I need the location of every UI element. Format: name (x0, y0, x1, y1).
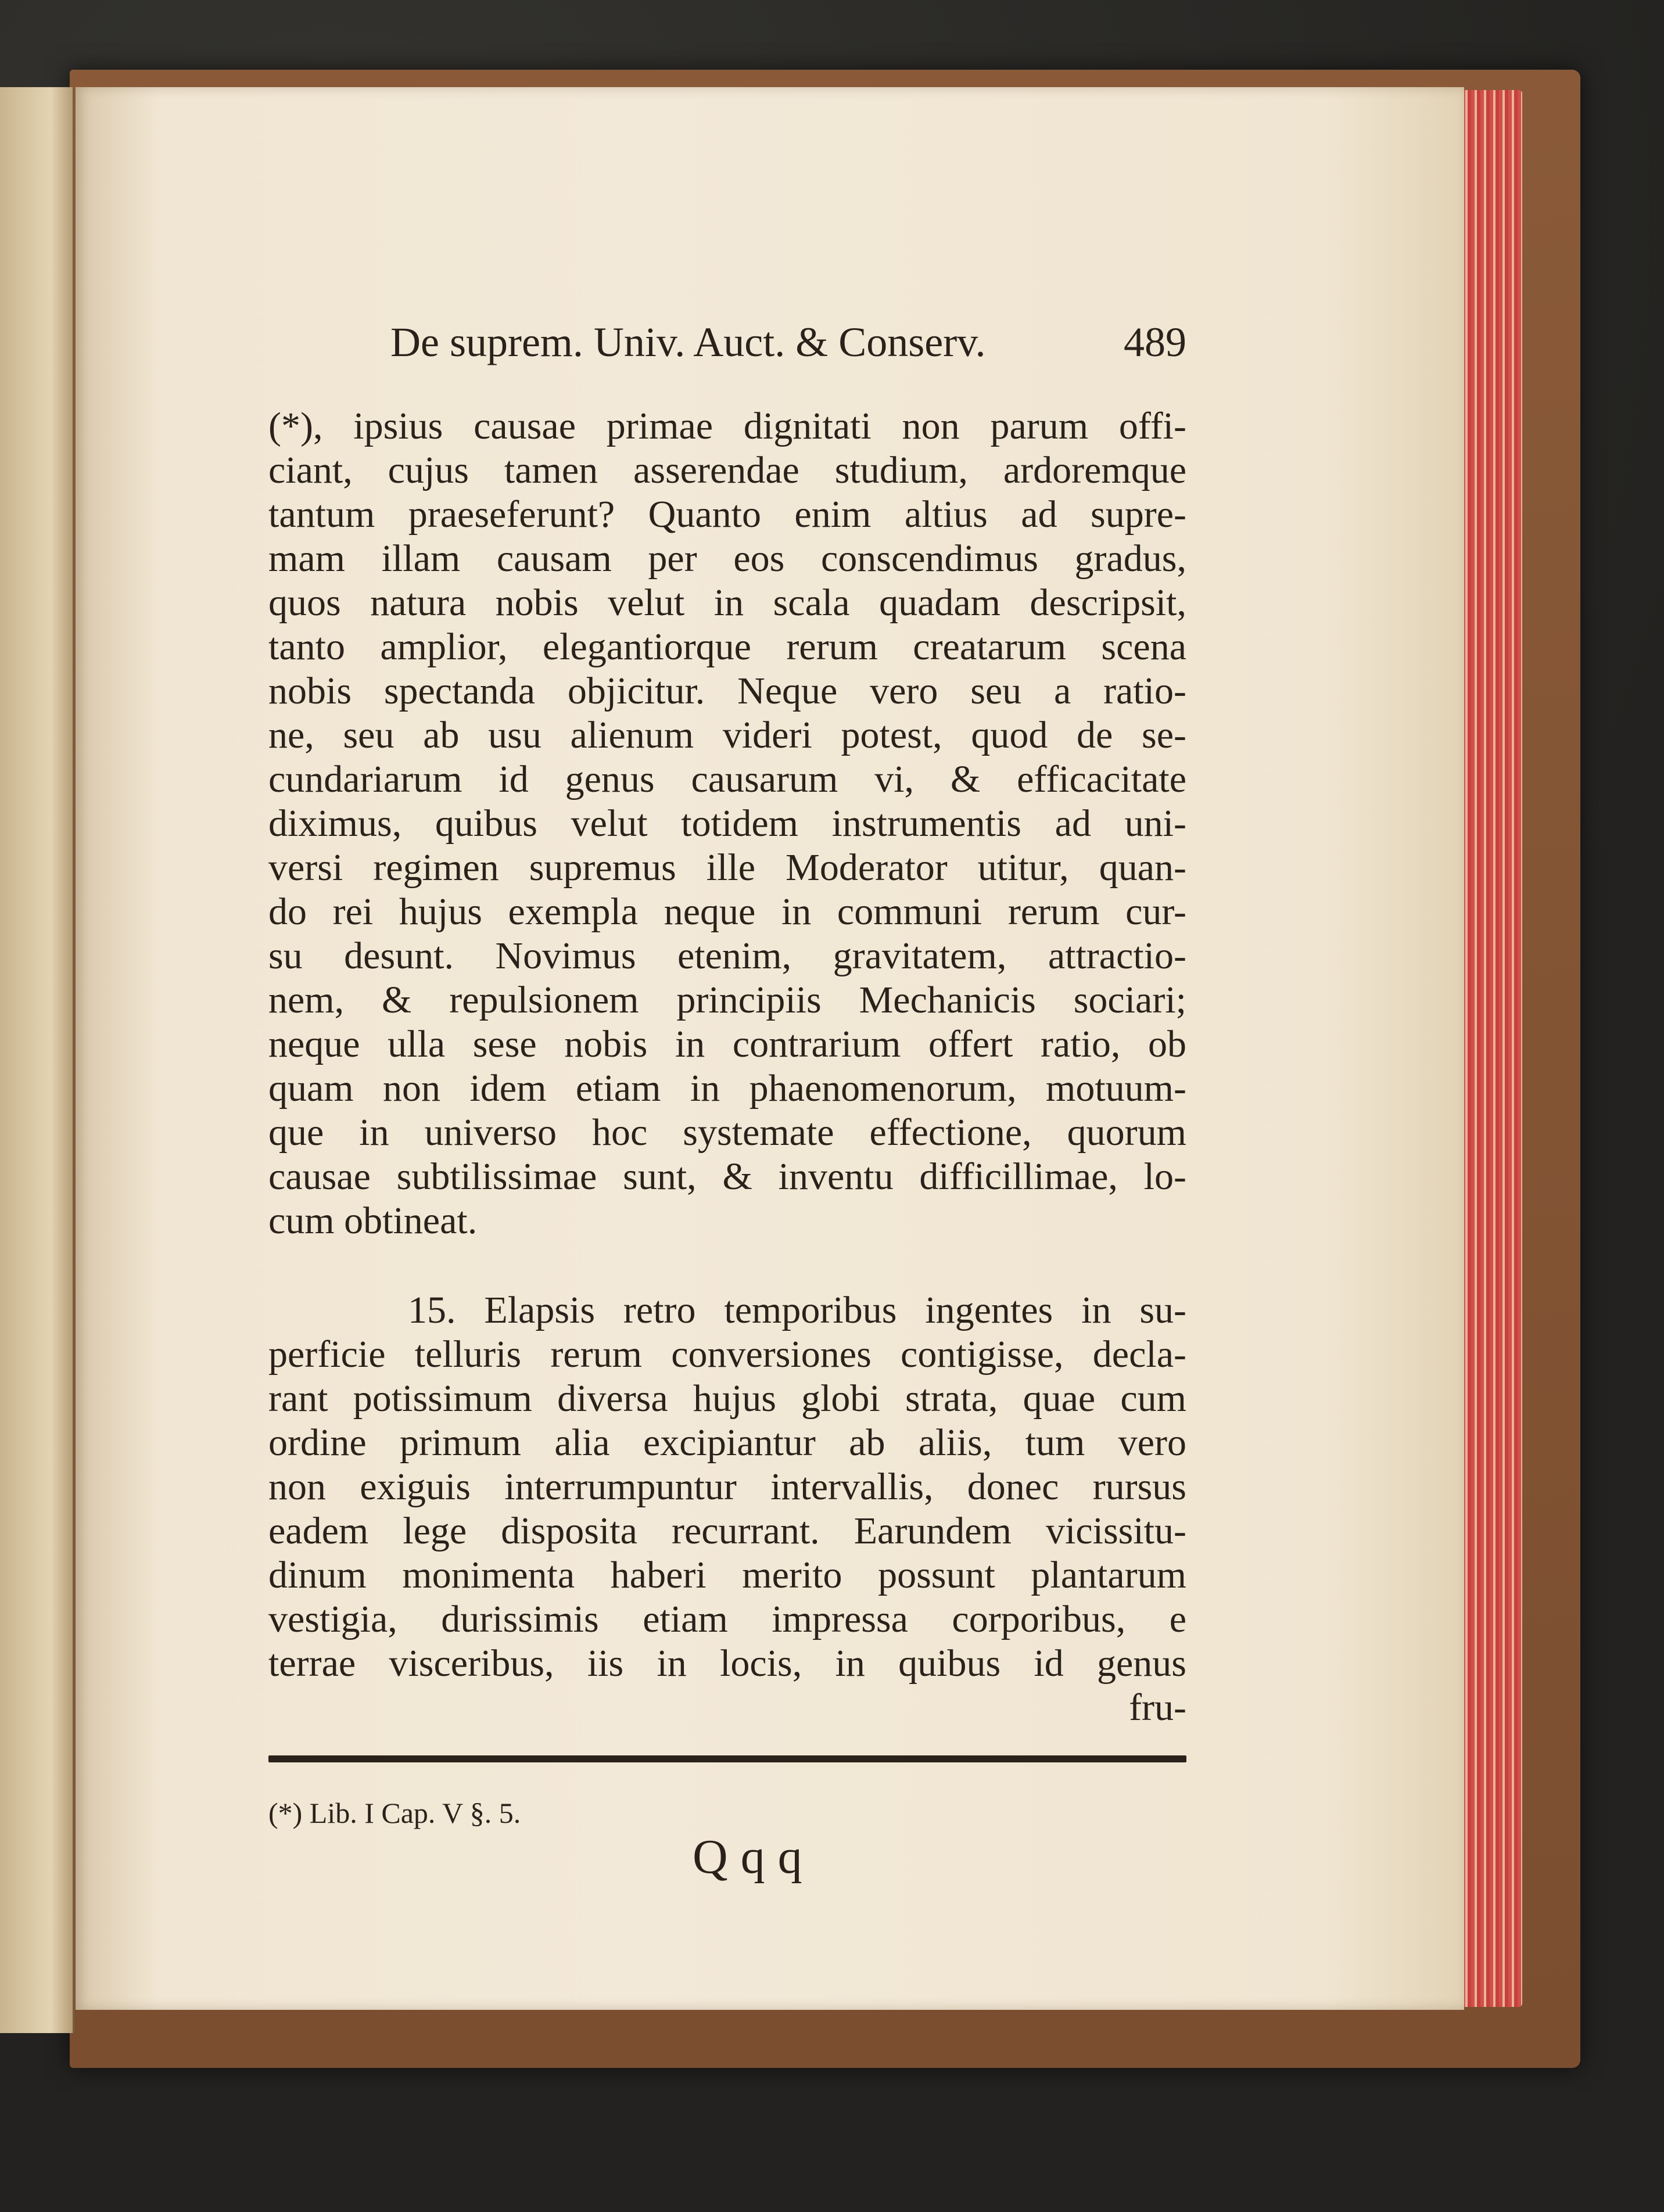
text-line: que in universo hoc systemate effectione, quorum (268, 1111, 1186, 1154)
text-line: dinum monimenta haberi merito possunt plantarum (268, 1554, 1186, 1596)
text-line: cundariarum id genus causarum vi, & efficacitate (268, 758, 1186, 800)
text-line: quam non idem etiam in phaenomenorum, motuum- (268, 1067, 1186, 1109)
text-line: ciant, cujus tamen asserendae studium, ardoremque (268, 449, 1186, 491)
left-page-edge (0, 87, 74, 2033)
text-line: diximus, quibus velut totidem instrumentis ad uni- (268, 802, 1186, 845)
text-line: nobis spectanda objicitur. Neque vero seu a ratio- (268, 670, 1186, 712)
text-line: rant potissimum diversa hujus globi strata, quae cum (268, 1377, 1186, 1420)
text-line: (*), ipsius causae primae dignitati non parum offi- (268, 405, 1186, 447)
page-header (268, 318, 1186, 371)
text-line: su desunt. Novimus etenim, gravitatem, attractio- (268, 935, 1186, 977)
text-line: vestigia, durissimis etiam impressa corporibus, e (268, 1598, 1186, 1640)
footnote-rule (268, 1755, 1186, 1762)
text-line: eadem lege disposita recurrant. Earundem vicissitu- (268, 1510, 1186, 1552)
text-line: mam illam causam per eos conscendimus gradus, (268, 537, 1186, 580)
text-line: cum obtineat. (268, 1200, 478, 1242)
text-line: non exiguis interrumpuntur intervallis, donec rursus (268, 1466, 1186, 1508)
text-line: neque ulla sese nobis in contrarium offert ratio, ob (268, 1023, 1186, 1065)
paragraph-2 (268, 1288, 1186, 1730)
text-line: nem, & repulsionem principiis Mechanicis sociari; (268, 979, 1186, 1021)
text-line: 15. Elapsis retro temporibus ingentes in su- (408, 1289, 1186, 1331)
footnote: (*) Lib. I Cap. V §. 5. (268, 1797, 521, 1829)
text-line: perficie telluris rerum conversiones contigisse, decla- (268, 1333, 1186, 1376)
text-line: ne, seu ab usu alienum videri potest, quod de se- (268, 714, 1186, 756)
catchword: fru- (1129, 1686, 1186, 1729)
text-line: versi regimen supremus ille Moderator utitur, quan- (268, 846, 1186, 889)
text-line: terrae visceribus, iis in locis, in quibus id genus (268, 1642, 1186, 1685)
text-line: tantum praeseferunt? Quanto enim altius ad supre- (268, 493, 1186, 536)
paragraph-1 (268, 404, 1186, 1243)
text-line: do rei hujus exempla neque in communi rerum cur- (268, 890, 1186, 933)
text-line: quos natura nobis velut in scala quadam descripsit, (268, 581, 1186, 624)
text-line: tanto amplior, elegantiorque rerum creatarum scena (268, 626, 1186, 668)
signature-mark: Qqq (693, 1830, 815, 1884)
running-title: De suprem. Univ. Auct. & Conserv. (390, 319, 986, 365)
text-line: causae subtilissimae sunt, & inventu difficillimae, lo- (268, 1155, 1186, 1198)
page-number: 489 (1124, 319, 1186, 365)
text-line: ordine primum alia excipiantur ab aliis, tum vero (268, 1421, 1186, 1464)
